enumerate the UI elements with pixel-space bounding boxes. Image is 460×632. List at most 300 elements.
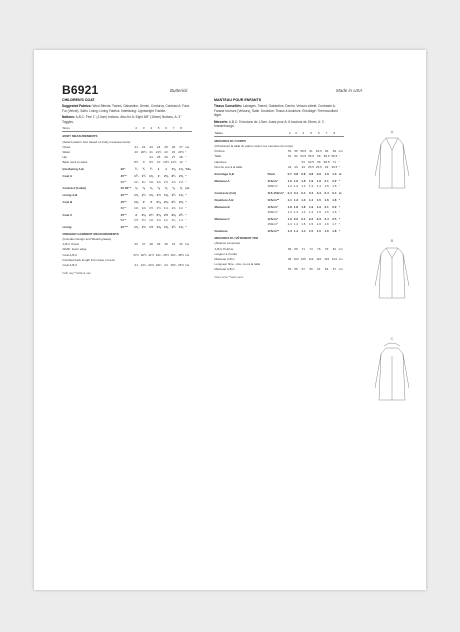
yardage-value: 1.0 [324, 171, 329, 176]
yardage-value: 1⅛ [178, 167, 184, 172]
yardage-value: 2 [135, 212, 138, 217]
yardage-value: 0.4 [316, 190, 321, 195]
value-cell: 21½ [155, 149, 162, 154]
value-cell: 53.5 [300, 154, 307, 159]
value-cell: 59 [309, 267, 313, 272]
size-header: 3 [140, 126, 147, 132]
value-cell: 74 [309, 246, 313, 251]
brand-logo-left: Butterick [170, 88, 188, 93]
yardage-value: 1.4 [293, 229, 299, 234]
yardage-value: 1.8 [332, 229, 337, 234]
made-in-label: Made in USA [336, 88, 363, 93]
table-row [62, 210, 192, 217]
notions-label: Notions: [62, 115, 75, 120]
fabric-width: 45"* [120, 174, 127, 179]
row-label: Poitrine [214, 149, 225, 154]
size-header: 4 [299, 130, 307, 136]
yardage-value: 2.3 [316, 217, 321, 222]
unit-cell: m [338, 171, 342, 176]
table-row [62, 230, 192, 237]
yardage-value: 1.3 [293, 210, 299, 215]
yardage-value: 1⅝ [178, 179, 184, 184]
yardage-value: 0.4 [293, 190, 299, 195]
yardage-value: 0.8 [293, 171, 299, 176]
row-label: Finished back length from base of neck [62, 257, 115, 262]
yardage-value: 1⅝ [149, 217, 154, 222]
yardage-value: 1.1 [287, 197, 292, 202]
fabric-width: 115cm** [267, 197, 280, 202]
value-cell: 26 [171, 144, 176, 149]
yardage-value: 1⅝ [164, 193, 169, 198]
view-b-drawing [375, 248, 409, 298]
value-cell: 119 [324, 256, 329, 261]
unit-cell: ins [185, 252, 190, 257]
value-cell: 57 [301, 267, 305, 272]
yardage-value: 1 [165, 167, 167, 172]
value-cell: 58.5 [300, 149, 307, 154]
row-label: Coat A,B,C [62, 262, 78, 267]
fabric-width: 45-60"* [120, 186, 131, 191]
unit-cell: cm [338, 256, 343, 261]
value-cell: 27 [142, 242, 146, 247]
yardage-value: 1.5 [316, 197, 321, 202]
value-cell: 24 [156, 144, 161, 149]
fabric-width: 115cm* [267, 217, 278, 222]
unit-cell: " [185, 155, 187, 160]
value-cell: 55.5 [308, 154, 314, 159]
unit-cell: ins [185, 262, 190, 267]
value-cell: 116 [316, 256, 322, 261]
size-header: 5 [307, 130, 315, 136]
yardage-value: 1⅛ [134, 193, 139, 198]
value-cell: 67 [332, 267, 337, 272]
value-cell: 56 [317, 154, 321, 159]
value-cell: 25¼ [170, 262, 177, 267]
yardage-value: 1¾ [178, 205, 184, 210]
value-cell: 29 [156, 242, 161, 247]
yardage-value: 1.9 [287, 217, 292, 222]
yardage-label: Contrast (Collar) [62, 186, 87, 191]
value-cell: 53 [287, 267, 292, 272]
value-cell: 51 [287, 154, 292, 159]
unit-cell: " [185, 212, 187, 217]
yardage-value: 1.7 [332, 222, 337, 227]
unit-cell: " [185, 149, 187, 154]
yardage-label: Lining [62, 224, 72, 229]
yardage-value: 2⅛ [164, 174, 169, 179]
yardage-value: ⅜ [134, 186, 138, 191]
value-cell: 10 [156, 160, 161, 165]
yardage-value: 1.4 [308, 210, 314, 215]
yardage-value: 1.5 [324, 210, 329, 215]
unit-cell: " [338, 229, 341, 234]
value-cell: 123 [331, 256, 337, 261]
yardage-value: 0.9 [316, 171, 321, 176]
yardage-value: 0.4 [332, 190, 337, 195]
table-row [214, 234, 344, 241]
yardage-value: 2.2 [308, 217, 314, 222]
unit-cell: " [338, 204, 341, 209]
value-cell: 32 [179, 242, 183, 247]
value-cell: 55 [294, 267, 298, 272]
value-cell: 26 [164, 155, 168, 160]
yardage-value: ⅜ [157, 186, 160, 191]
yardage-value: 1.9 [316, 178, 321, 183]
value-cell: 24 [149, 155, 153, 160]
width-cell [120, 263, 132, 268]
table-row [214, 136, 344, 143]
table-row [62, 198, 192, 205]
body-measurements-label: MESURES DU CORPS [214, 138, 247, 143]
unit-cell: " [185, 193, 187, 198]
fabric-width: 45"* [120, 200, 127, 205]
value-cell: 22 [142, 144, 146, 149]
value-cell: 45½ [163, 252, 170, 257]
fabrics-label: Suggested Fabrics: [62, 104, 92, 109]
value-cell: 44¾ [155, 252, 162, 257]
value-cell: 63.5 [308, 159, 314, 164]
yardage-value: ⅜ [179, 186, 183, 191]
view-a-drawing [375, 138, 409, 188]
value-cell: 11½ [170, 160, 177, 165]
value-cell: 24 [164, 262, 168, 267]
yardage-value: 1.0 [332, 171, 337, 176]
unit-cell: cm [338, 149, 343, 154]
yardage-value: 2⅜ [178, 174, 184, 179]
yardage-value: 1⅞ [178, 224, 184, 229]
yardage-value: 1¾ [171, 217, 176, 222]
fabric-width: 150cm* [267, 183, 278, 188]
yardage-value: 1.6 [324, 197, 329, 202]
yardage-value: 1.6 [287, 178, 292, 183]
value-cell: 71 [332, 159, 337, 164]
value-cell: 22 [287, 164, 292, 169]
value-cell: 40½ [140, 252, 147, 257]
unit-cell: Yds [185, 167, 191, 172]
fabric-width: 115-150cm* [267, 190, 284, 195]
value-cell: 61 [301, 159, 305, 164]
yardage-value: 2.0 [293, 217, 299, 222]
value-cell: 23½ [178, 149, 184, 154]
value-cell: 79 [324, 246, 329, 251]
yardage-value: 2⅛ [164, 200, 169, 205]
sizes-label: Tailles [214, 130, 267, 136]
body-measurements-note: (Select pattern size based on body measurements) [62, 139, 131, 144]
value-cell: 30.5 [331, 164, 338, 169]
yardage-value: 1.3 [287, 229, 292, 234]
yardage-value: 1.5 [324, 183, 329, 188]
value-cell: 66 [317, 159, 321, 164]
fabric-width: 45"* [120, 212, 127, 217]
table-row [62, 165, 192, 172]
unit-cell: cm [338, 246, 343, 251]
fabric-width: 115cm** [267, 229, 280, 234]
row-label: Largeur à l'ourlet [214, 251, 237, 256]
yardage-value: 2 [157, 174, 160, 179]
yardage-label: Coat B [62, 200, 73, 205]
table-row [214, 267, 344, 272]
yardage-value: 2½ [164, 212, 169, 217]
value-cell: 28 [179, 155, 183, 160]
size-header: 7 [323, 130, 331, 136]
yardage-value: 1½ [164, 179, 169, 184]
yardage-value: 2.2 [332, 204, 337, 209]
table-row [214, 170, 344, 177]
row-label: Taille [214, 154, 222, 159]
unit-cell: " [338, 183, 340, 188]
yardage-label: Interfacing A,B [62, 167, 84, 172]
value-cell: 22½ [148, 262, 155, 267]
yardage-value: 2.5 [332, 217, 337, 222]
value-cell: 66 [324, 149, 329, 154]
nap-footnote: *with nap **without nap [62, 270, 91, 275]
yardage-value: 1.4 [301, 229, 306, 234]
finished-measurements-label: MESURES DU VÊTEMENT FINI [214, 236, 259, 241]
value-cell: 58.5 [323, 154, 330, 159]
table-row [214, 227, 344, 234]
value-cell: 27 [179, 144, 183, 149]
yardage-value: 1⅜ [149, 179, 154, 184]
yardage-value: 2⅛ [156, 200, 161, 205]
yardage-value: 1¼ [141, 179, 146, 184]
row-label: Hip [62, 155, 68, 160]
yardage-value: 1½ [134, 217, 139, 222]
yardage-label: Coat C [62, 212, 73, 217]
yardage-value: 1⅞ [134, 200, 139, 205]
yardage-value: 1.6 [324, 222, 329, 227]
yardage-value: 1⅜ [141, 205, 146, 210]
value-cell: 9 [142, 160, 145, 165]
yardage-value: 1.5 [308, 222, 314, 227]
width-cell [267, 267, 287, 272]
table-row [62, 223, 192, 230]
unit-cell: ins [185, 242, 190, 247]
yardage-value: ⅜ [172, 186, 175, 191]
yardage-value: 1½ [149, 205, 154, 210]
value-cell: 52 [294, 154, 298, 159]
row-label: Waist [62, 149, 70, 154]
yardage-value: 2.4 [324, 217, 329, 222]
yardage-value: 1.5 [316, 210, 321, 215]
value-cell: 68.5 [323, 159, 330, 164]
yardage-value: 1.8 [287, 204, 292, 209]
yardage-value: 1⅞ [149, 174, 154, 179]
notions-label: Mercerie: [214, 119, 229, 124]
fabric-width: 150cm* [267, 222, 278, 227]
value-cell: 53 [287, 149, 292, 154]
yardage-value: 2¼ [171, 174, 176, 179]
value-cell: 10½ [163, 160, 170, 165]
fabrics-text: Lainages, Tweed, Gabardine, Denim, Velours côtelé. Contraste A: Fausse fourrure (Velours), Satin. Doublure: Tissus à doublure. Entoilage: Thermocollant léger. [214, 104, 338, 118]
value-cell: 28 [149, 242, 153, 247]
view-a-label: A [390, 129, 394, 134]
fabric-width: 115cm* [267, 178, 278, 183]
yardage-value: 1.6 [293, 178, 299, 183]
yardage-value: 1.8 [301, 204, 306, 209]
unit-cell: " [338, 178, 341, 183]
yardage-value: 2.2 [332, 178, 337, 183]
yardage-label: Manteau B [214, 204, 230, 209]
table-row [214, 196, 344, 203]
fabric-width: 45"** [120, 224, 128, 229]
yardage-value: 0.4 [308, 190, 314, 195]
value-cell: 8½ [134, 160, 139, 165]
yardage-label: Coat A [62, 174, 73, 179]
yardage-value: 1.9 [308, 178, 314, 183]
yardage-value: 1.3 [301, 197, 306, 202]
yardage-value: 1¾ [171, 193, 176, 198]
unit-cell: " [185, 174, 187, 179]
yardage-label: Lining A,B [62, 193, 78, 198]
value-cell: 21¾ [140, 262, 147, 267]
yardage-value: 2⅝ [171, 212, 176, 217]
view-c-drawing [375, 343, 409, 400]
unit-cell: " [185, 205, 187, 210]
yardage-value: 1½ [156, 205, 161, 210]
yardage-value: 1.3 [301, 183, 306, 188]
yardage-value: 1¾ [134, 174, 139, 179]
unit-cell: " [185, 217, 187, 222]
view-b-label: B [390, 238, 394, 243]
notions-text: A,B,C: 5 boutons de 1,5cm. Aussi pour A: 8 boutons de 15mm, A: 3 brandebourgs. [214, 119, 324, 129]
english-column [62, 98, 192, 275]
yardage-value: 1.6 [316, 222, 321, 227]
yardage-value: 1.4 [287, 222, 292, 227]
value-cell: 81 [332, 246, 337, 251]
coat-views-svg [372, 128, 412, 458]
yardage-value: 1⅜ [149, 193, 154, 198]
yardage-value: 1¼ [141, 193, 146, 198]
yardage-value: 1.9 [316, 204, 321, 209]
size-chart-table [62, 126, 192, 268]
yardage-value: 1⅝ [171, 205, 176, 210]
finished-measurements-label: FINISHED GARMENT MEASUREMENTS [62, 231, 119, 236]
notions-text: A,B,C: Five 1" (1.5cm) buttons. Also for A: Eight 5/8" (15mm) Buttons, A: 3" Toggles. [62, 115, 182, 124]
value-cell: 69 [332, 149, 337, 154]
yardage-value: 1.5 [332, 183, 337, 188]
yardage-value: ⅜ [149, 186, 153, 191]
row-label: Width, lower edge [62, 247, 87, 252]
size-header: 8 [330, 130, 338, 136]
notions-paragraph [214, 120, 344, 129]
value-cell: 31 [171, 242, 176, 247]
yardage-value: 1.5 [316, 229, 321, 234]
value-cell: 63.5 [315, 149, 322, 154]
yardage-value: 1½ [141, 217, 146, 222]
finished-measurements-note: (Includes Design and Wearing Ease) [62, 236, 112, 241]
value-cell: 61 [309, 149, 313, 154]
size-header: 8 [177, 126, 184, 132]
yardage-value: 1.2 [287, 183, 292, 188]
notions-paragraph [62, 115, 192, 124]
size-header: 7 [170, 126, 177, 132]
technical-drawings [372, 128, 412, 458]
row-label: Manteau A,B,C [214, 267, 235, 272]
yardage-value: 1.8 [293, 204, 299, 209]
size-header: 3 [293, 130, 300, 136]
yardage-label: Doublure A,B [214, 197, 234, 202]
table-row [214, 189, 344, 196]
section-title: MANTEAU POUR ENFANTS [214, 98, 262, 102]
value-cell: 26 [134, 242, 138, 247]
yardage-value: ¾ [142, 167, 145, 172]
value-cell: 30 [164, 242, 168, 247]
yardage-value: 2.1 [324, 178, 329, 183]
yardage-label: Entoilage A,B [214, 171, 234, 176]
yardage-value: 1⅝ [171, 179, 176, 184]
value-cell: 24 [301, 164, 305, 169]
value-cell: 25 [156, 155, 161, 160]
table-row [62, 132, 192, 139]
value-cell: 21 [134, 262, 138, 267]
value-cell: 12 [179, 160, 183, 165]
yardage-value: 1.4 [293, 222, 299, 227]
fabrics-text: Wool Blends, Tweed, Gabardine, Denim, Corduroy. Contrast A: Faux Fur (Velvet), Satin. Lining: Lining Fabrics. Interfacing: Lightweight Fusible. [62, 104, 190, 113]
value-cell: 46¾ [170, 252, 177, 257]
yardage-value: 1⅝ [164, 224, 169, 229]
value-cell: 41½ [148, 252, 155, 257]
value-cell: 26.5 [315, 164, 322, 169]
fabric-width: 20" [120, 167, 126, 172]
fabric-width: 150cm* [267, 210, 278, 215]
sizes-label: Sizes [62, 126, 120, 132]
yardage-value: 1⅜ [134, 205, 139, 210]
row-label: A,B,C Chest [62, 242, 80, 247]
yardage-value: 1 [157, 167, 160, 172]
pattern-code: B6921 [62, 83, 99, 97]
size-header: 4 [147, 126, 154, 132]
yardage-value: 1¾ [171, 224, 176, 229]
fabric-width: 60"* [120, 205, 127, 210]
unit-cell: m [338, 190, 342, 195]
value-cell: 22 [164, 149, 168, 154]
value-cell: 59.5 [331, 154, 338, 159]
yardage-value: 1⅝ [156, 217, 161, 222]
table-row [62, 184, 192, 191]
yardage-label: Manteau C [214, 217, 230, 222]
unit-cell: " [338, 217, 341, 222]
yardage-value: 1.5 [308, 229, 314, 234]
unit-cell: " [338, 154, 340, 159]
body-measurements-label: BODY MEASUREMENTS [62, 134, 98, 139]
yardage-value: 2.1 [324, 204, 329, 209]
size-header: 2 [132, 126, 139, 132]
view-c-label: C [390, 336, 394, 341]
value-cell: 23¼ [155, 262, 162, 267]
yardage-value: ⅜ [164, 186, 168, 191]
size-header: 5 [155, 126, 162, 132]
yardage-value: ¾ [134, 167, 138, 172]
yardage-value: 1.4 [301, 210, 306, 215]
yardage-value: 1¾ [164, 217, 169, 222]
value-cell: 20½ [140, 149, 147, 154]
row-label: Dos du cou à la taille [214, 164, 243, 169]
yardage-value: 1.3 [308, 183, 314, 188]
row-label: Back neck to waist [62, 160, 88, 165]
yardage-value: ¾ [149, 167, 153, 172]
yardage-value: 1.4 [308, 197, 314, 202]
yardage-value: 0.8 [301, 171, 306, 176]
value-cell: 25.5 [308, 164, 314, 169]
yardage-value: 2¼ [171, 200, 176, 205]
body-measurements-note: (Choisissez la taille du patron selon vos mesures du corps) [214, 144, 293, 148]
value-cell: 23 [171, 149, 176, 154]
fabric-width: 60"* [120, 179, 127, 184]
unit-cell: " [338, 197, 341, 202]
yardage-value: 0.8 [308, 171, 314, 176]
value-cell: 27 [171, 155, 176, 160]
yardage-value: 0.4 [324, 190, 329, 195]
